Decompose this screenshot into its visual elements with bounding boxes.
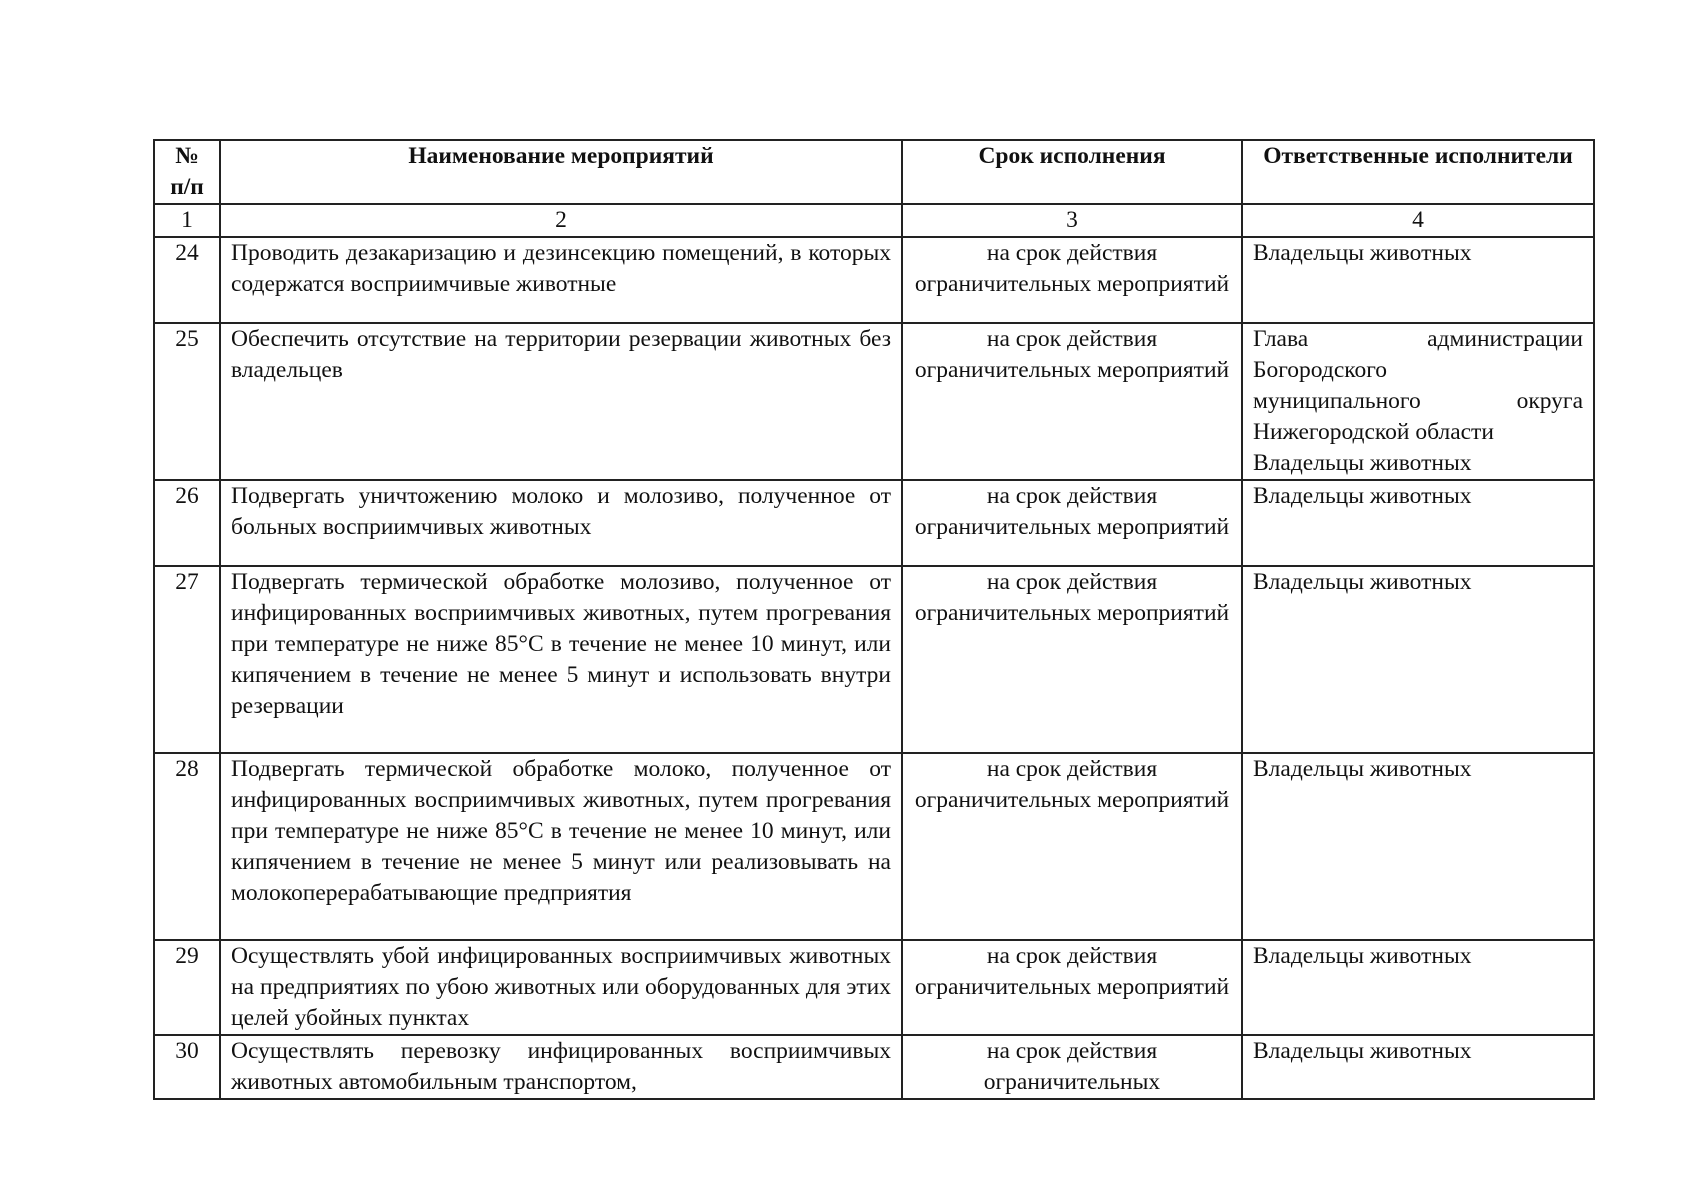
table-row [154, 323, 1594, 480]
measure-name: Осуществлять перевозку инфицированных восприимчивых животных автомобильным транспортом, [220, 1035, 902, 1099]
table-row [154, 566, 1594, 753]
header-name: Наименование мероприятий [220, 140, 902, 204]
responsible-line: Владельцы животных [1253, 450, 1472, 476]
table-row [154, 1035, 1594, 1099]
measures-table [153, 139, 1595, 1100]
measure-term: на срок действия ограничительных мероприятий [902, 323, 1242, 480]
table-row [154, 480, 1594, 566]
measure-name: Подвергать термической обработке молоко, полученное от инфицированных восприимчивых животных, путем прогревания при температуре не ниже 85°С в течение не менее 10 минут, или кипячением в течение не менее 5 минут или реализовывать на молокоперерабатывающие предприятия [220, 753, 902, 940]
column-index: 2 [220, 204, 902, 237]
responsible-line: Нижегородской области [1253, 419, 1494, 445]
measure-name: Подвергать уничтожению молоко и молозиво, полученное от больных восприимчивых животных [220, 480, 902, 566]
measure-name: Осуществлять убой инфицированных восприимчивых животных на предприятиях по убою животных или оборудованных для этих целей убойных пунктах [220, 940, 902, 1035]
header-num: № п/п [154, 140, 220, 204]
measure-term: на срок действия ограничительных мероприятий [902, 566, 1242, 753]
column-index: 3 [902, 204, 1242, 237]
measure-responsible [1242, 323, 1594, 480]
measure-responsible: Владельцы животных [1242, 940, 1594, 1035]
column-index: 4 [1242, 204, 1594, 237]
table-row [154, 753, 1594, 940]
responsible-line: Глава администрации [1253, 326, 1583, 352]
measure-term: на срок действия ограничительных мероприятий [902, 480, 1242, 566]
responsible-line: Богородского [1253, 357, 1388, 383]
measure-name: Подвергать термической обработке молозиво, полученное от инфицированных восприимчивых животных, путем прогревания при температуре не ниже 85°С в течение не менее 10 минут, или кипячением в течение не менее 5 минут и использовать внутри резервации [220, 566, 902, 753]
row-number: 27 [154, 566, 220, 753]
column-index-row [154, 204, 1594, 237]
measure-term: на срок действия ограничительных мероприятий [902, 940, 1242, 1035]
header-term: Срок исполнения [902, 140, 1242, 204]
row-number: 24 [154, 237, 220, 323]
row-number: 29 [154, 940, 220, 1035]
measure-term: на срок действия ограничительных [902, 1035, 1242, 1099]
row-number: 28 [154, 753, 220, 940]
measure-name: Проводить дезакаризацию и дезинсекцию помещений, в которых содержатся восприимчивые животные [220, 237, 902, 323]
responsible-line: муниципального округа [1253, 388, 1583, 414]
row-number: 25 [154, 323, 220, 480]
header-responsible: Ответственные исполнители [1242, 140, 1594, 204]
row-number: 26 [154, 480, 220, 566]
measure-responsible: Владельцы животных [1242, 237, 1594, 323]
measure-responsible: Владельцы животных [1242, 480, 1594, 566]
measure-name: Обеспечить отсутствие на территории резервации животных без владельцев [220, 323, 902, 480]
table-row [154, 940, 1594, 1035]
measure-responsible: Владельцы животных [1242, 1035, 1594, 1099]
measure-responsible: Владельцы животных [1242, 753, 1594, 940]
measure-term: на срок действия ограничительных мероприятий [902, 237, 1242, 323]
column-index: 1 [154, 204, 220, 237]
table-row [154, 237, 1594, 323]
row-number: 30 [154, 1035, 220, 1099]
measure-term: на срок действия ограничительных мероприятий [902, 753, 1242, 940]
measure-responsible: Владельцы животных [1242, 566, 1594, 753]
header-row [154, 140, 1594, 204]
